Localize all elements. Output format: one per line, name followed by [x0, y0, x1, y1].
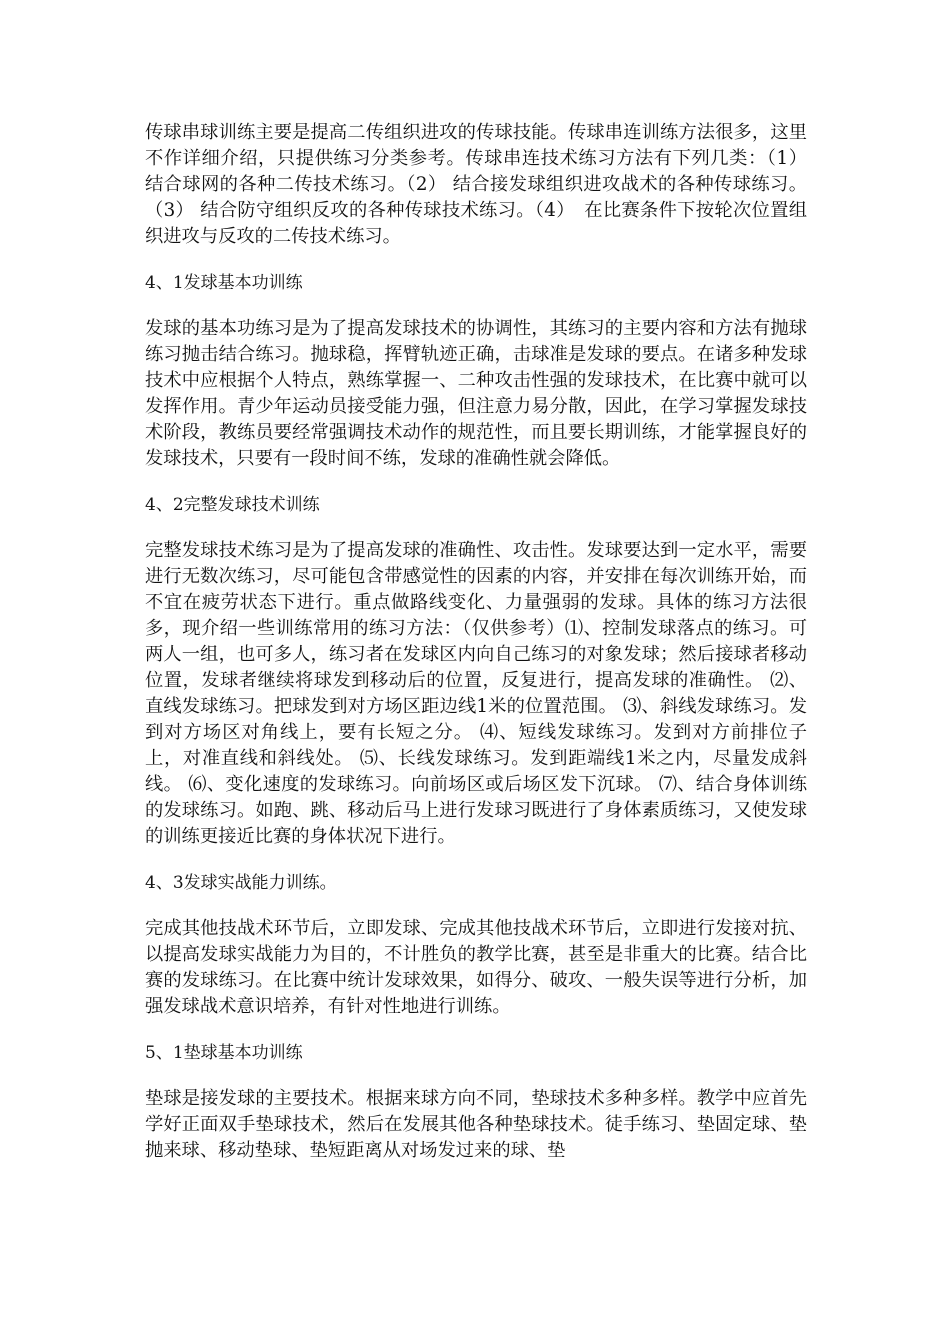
document-page: [145, 120, 807, 1164]
section-heading-serve-match: 4、3发球实战能力训练。: [145, 873, 337, 893]
section-body-serve-basics: 发球的基本功练习是为了提高发球技术的协调性，其练习的主要内容和方法有抛球练习抛击结合练习。抛球稳，挥臂轨迹正确，击球准是发球的要点。在诸多种发球技术中应根据个人特点，熟练掌握一、二种攻击性强的发球技术，在比赛中就可以发挥作用。青少年运动员接受能力强，但注意力易分散，因此，在学习掌握发球技术阶段，教练员要经常强调技术动作的规范性，而且要长期训练，才能掌握良好的发球技术，只要有一段时间不练，发球的准确性就会降低。: [145, 318, 807, 469]
section-body-dig-basics: 垫球是接发球的主要技术。根据来球方向不同，垫球技术多种多样。教学中应首先学好正面双手垫球技术，然后在发展其他各种垫球技术。徒手练习、垫固定球、垫抛来球、移动垫球、垫短距离从对场发过来的球、垫: [145, 1088, 807, 1161]
section-heading-full-serve: 4、2完整发球技术训练: [145, 495, 320, 515]
section-heading-serve-basics: 4、1发球基本功训练: [145, 273, 303, 293]
intro-paragraph: 传球串球训练主要是提高二传组织进攻的传球技能。传球串连训练方法很多，这里不作详细介绍，只提供练习分类参考。传球串连技术练习方法有下列几类：（1） 结合球网的各种二传技术练习。（2） 结合接发球组织进攻战术的各种传球练习。（3） 结合防守组织反攻的各种传球技术练习。（4） 在比赛条件下按轮次位置组织进攻与反攻的二传技术练习。: [145, 122, 807, 247]
section-body-serve-match: 完成其他技战术环节后，立即发球、完成其他技战术环节后，立即进行发接对抗、以提高发球实战能力为目的，不计胜负的教学比赛，甚至是非重大的比赛。结合比赛的发球练习。在比赛中统计发球效果，如得分、破攻、一般失误等进行分析，加强发球战术意识培养，有针对性地进行训练。: [145, 918, 807, 1017]
section-heading-dig-basics: 5、1垫球基本功训练: [145, 1043, 303, 1063]
section-body-full-serve: 完整发球技术练习是为了提高发球的准确性、攻击性。发球要达到一定水平，需要进行无数次练习，尽可能包含带感觉性的因素的内容，并安排在每次训练开始，而不宜在疲劳状态下进行。重点做路线变化、力量强弱的发球。具体的练习方法很多，现介绍一些训练常用的练习方法：（仅供参考）⑴、控制发球落点的练习。可两人一组，也可多人，练习者在发球区内向自己练习的对象发球；然后接球者移动位置，发球者继续将球发到移动后的位置，反复进行，提高发球的准确性。 ⑵、直线发球练习。把球发到对方场区距边线1米的位置范围。 ⑶、斜线发球练习。发到对方场区对角线上，要有长短之分。 ⑷、短线发球练习。发到对方前排位子上，对准直线和斜线处。 ⑸、长线发球练习。发到距端线1米之内，尽量发成斜线。 ⑹、变化速度的发球练习。向前场区或后场区发下沉球。 ⑺、结合身体训练的发球练习。如跑、跳、移动后马上进行发球习既进行了身体素质练习，又使发球的训练更接近比赛的身体状况下进行。: [145, 540, 807, 847]
